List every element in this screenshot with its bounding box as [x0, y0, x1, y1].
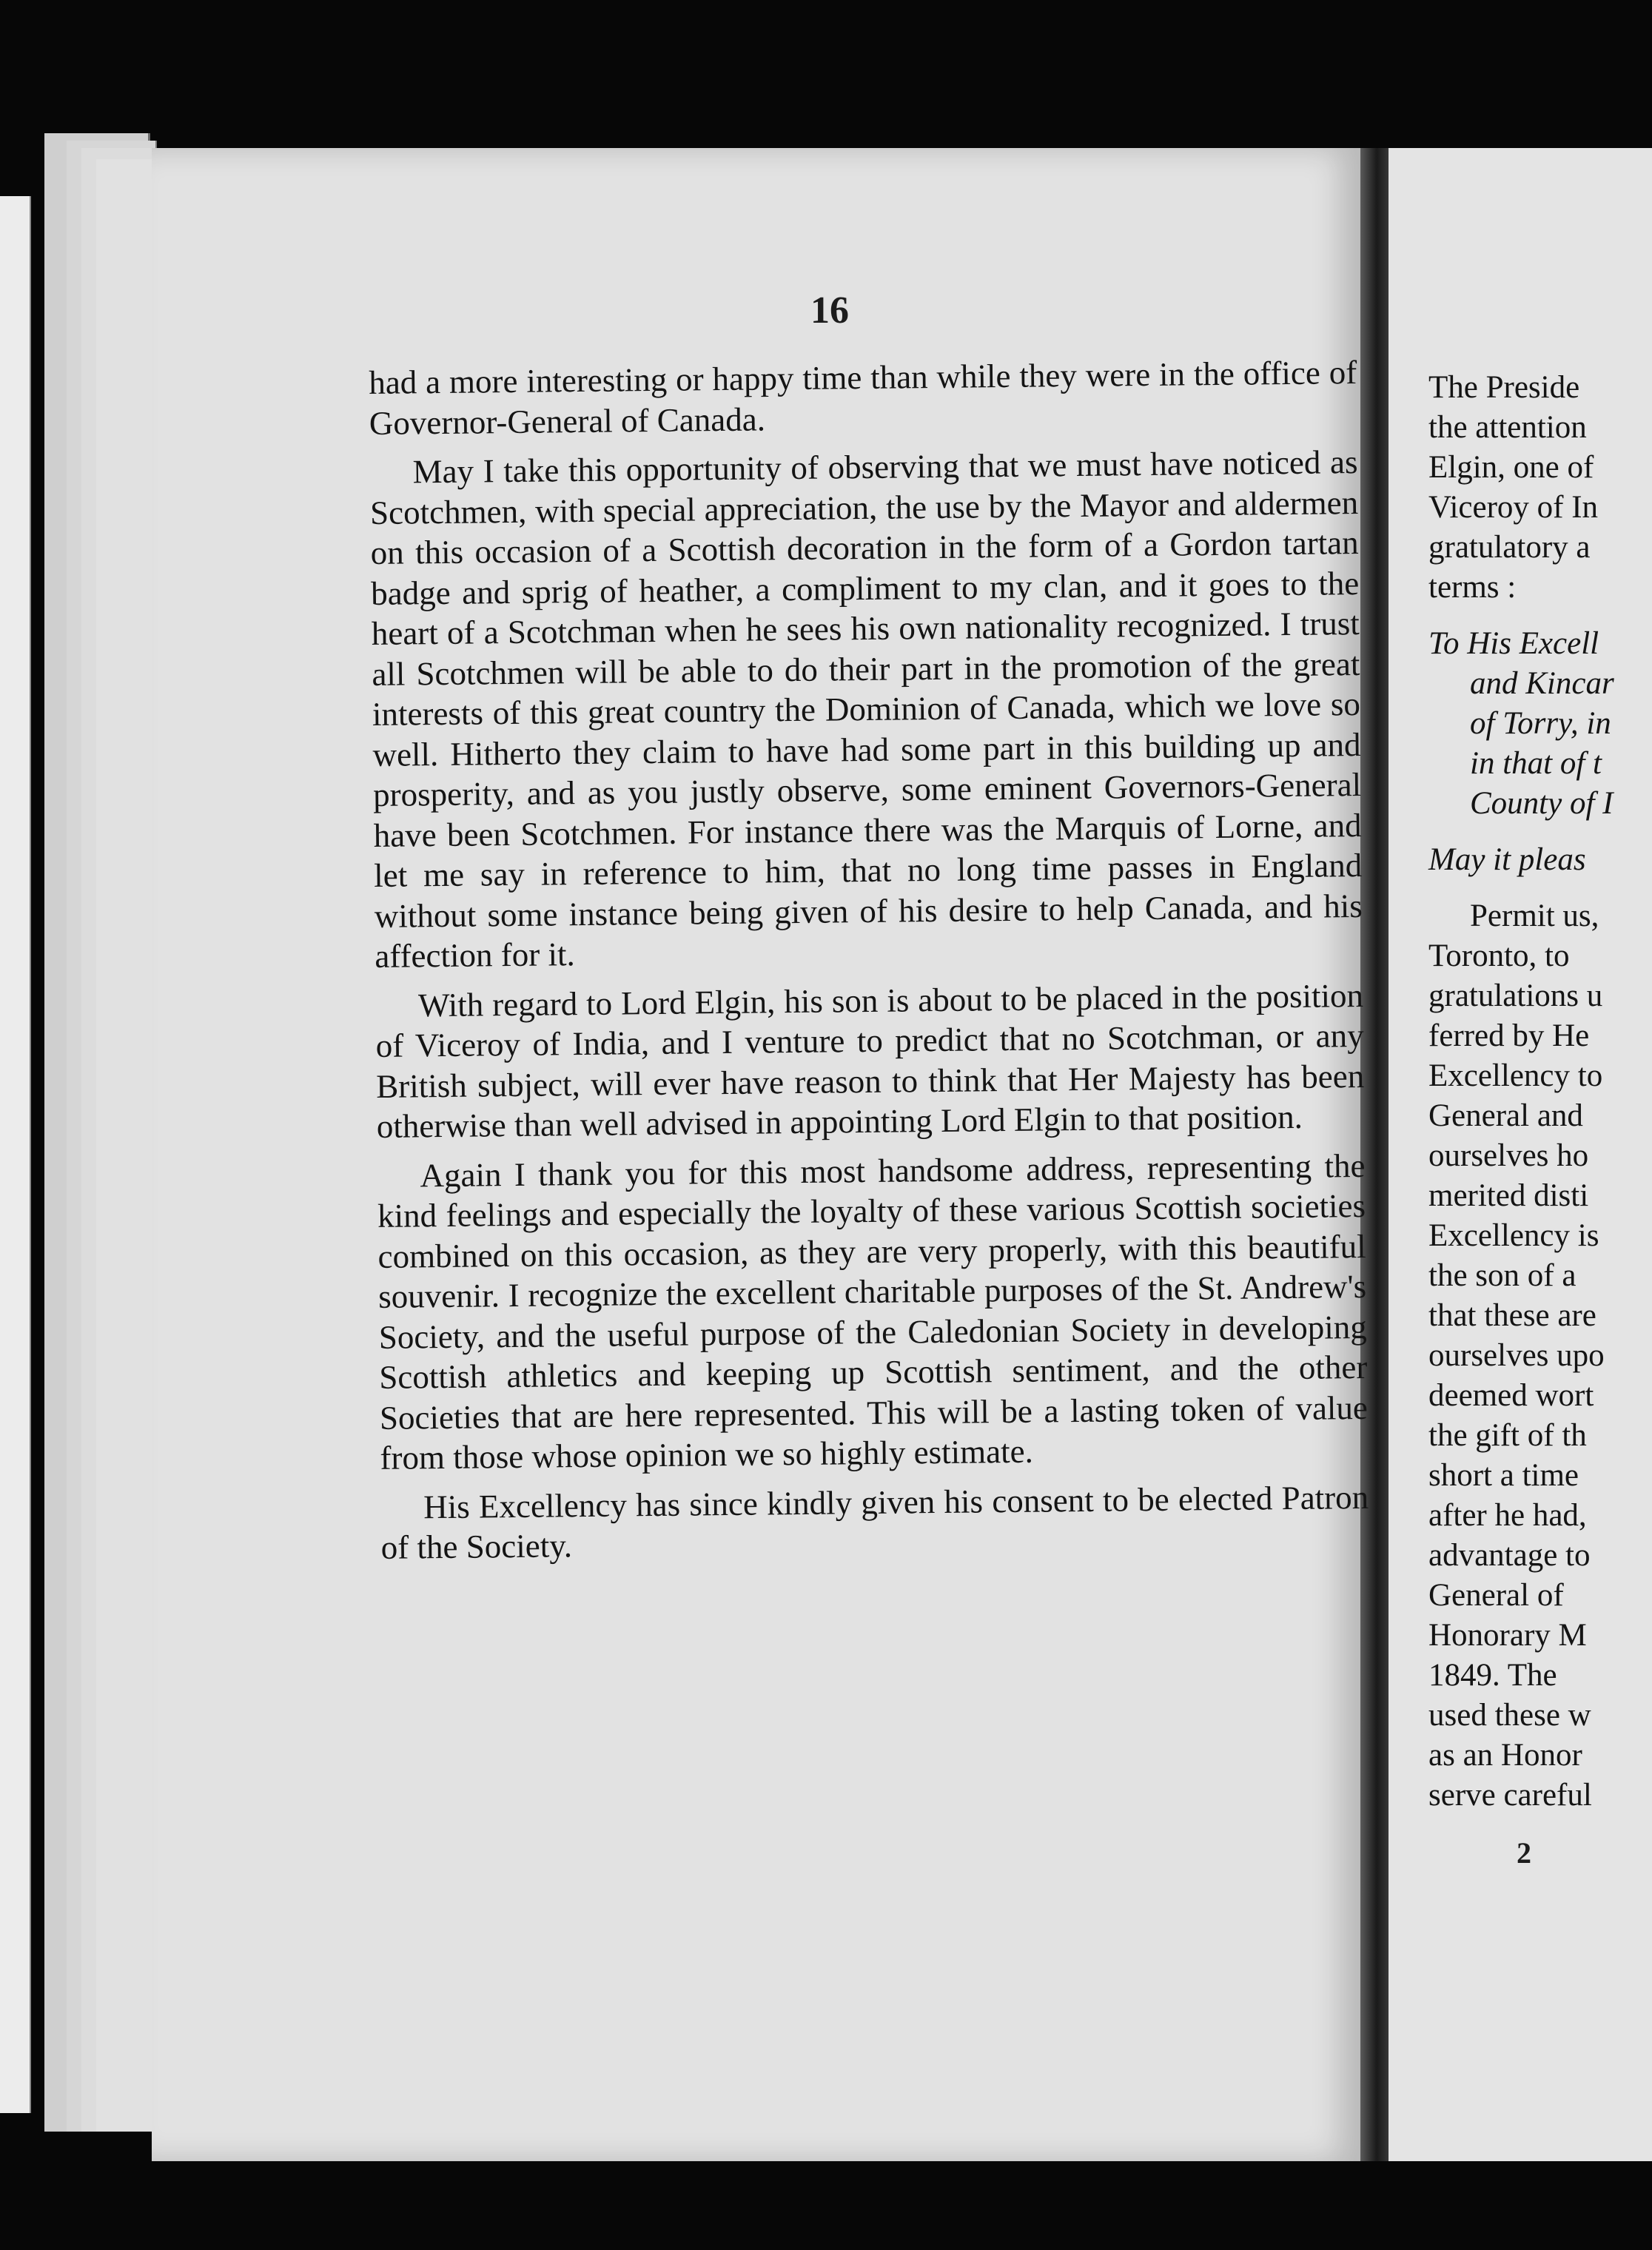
right-page	[1389, 148, 1652, 2161]
right-line: advantage to	[1428, 1538, 1591, 1573]
paragraph: had a more interesting or happy time than while they were in the office of Governor-General of Canada.	[369, 354, 1357, 442]
right-line: County of I	[1470, 786, 1614, 821]
right-line: serve careful	[1428, 1778, 1592, 1813]
right-line: and Kincar	[1470, 666, 1614, 701]
right-line: Elgin, one of	[1428, 450, 1594, 485]
paragraph: May I take this opportunity of observing that we must have noticed as Scotchmen, with special appreciation, the use by the Mayor and aldermen on this occasion of a Scottish decoration in the form of a Gordon tartan badge and sprig of heather, a compliment to my clan, and it goes to the heart of a Scotchman when he sees his own nationality recognized. I trust all Scotchmen will be able to do their part in the promotion of the great interests of this great country the Dominion of Canada, which we love so well. Hitherto they claim to have had some part in this building up and prosperity, and as you justly observe, some eminent Governors-General have been Scotchmen. For instance there was the Marquis of Lorne, and let me say in reference to him, that no long time passes in England without some instance being given of his desire to help Canada, and his affection for it.	[369, 443, 1363, 975]
right-line: Toronto, to	[1428, 938, 1570, 973]
right-line: in that of t	[1470, 746, 1602, 781]
right-line: the gift of th	[1428, 1418, 1587, 1453]
right-line: General of	[1428, 1578, 1564, 1613]
right-line: The Preside	[1428, 370, 1580, 405]
right-line: the son of a	[1428, 1258, 1577, 1293]
right-line: May it pleas	[1428, 842, 1586, 877]
right-line: terms :	[1428, 570, 1517, 605]
right-line: deemed wort	[1428, 1378, 1594, 1413]
right-line: that these are	[1428, 1298, 1596, 1333]
paragraph: His Excellency has since kindly given his consent to be elected Patron of the Society.	[380, 1478, 1369, 1566]
right-line: Excellency is	[1428, 1218, 1599, 1253]
paragraph: Again I thank you for this most handsome address, representing the kind feelings and especially the loyalty of these various Scottish societies combined on this occasion, as they are very properly, with this beautiful souvenir. I recognize the excellent charitable purposes of the St. Andrew's Society, and the useful purpose of the Caledonian Society in developing Scottish athletics and keeping up Scottish sentiment, and the other Societies that are here represented. This will be a lasting token of value from those whose opinion we so highly estimate.	[377, 1146, 1369, 1477]
right-line: Honorary M	[1428, 1618, 1587, 1653]
right-line: ourselves upo	[1428, 1338, 1605, 1373]
right-line: merited disti	[1428, 1178, 1589, 1213]
left-page-text	[369, 352, 1369, 1576]
right-line: Viceroy of In	[1428, 490, 1599, 525]
page-edge	[0, 196, 31, 2113]
right-line: Excellency to	[1428, 1058, 1603, 1093]
right-line: used these w	[1428, 1698, 1591, 1733]
right-line: General and	[1428, 1098, 1583, 1133]
page-number: 16	[810, 289, 849, 332]
right-line: the attention	[1428, 410, 1587, 445]
right-line: ourselves ho	[1428, 1138, 1589, 1173]
right-page-number: 2	[1517, 1836, 1531, 1870]
right-line: 1849. The	[1428, 1658, 1557, 1693]
right-line: Permit us,	[1470, 899, 1599, 933]
right-page-text	[1428, 368, 1652, 1816]
right-line: gratulations u	[1428, 978, 1603, 1013]
right-line: as an Honor	[1428, 1738, 1582, 1773]
right-line: after he had,	[1428, 1498, 1587, 1533]
right-line: of Torry, in	[1470, 706, 1611, 741]
paragraph: With regard to Lord Elgin, his son is about to be placed in the position of Viceroy of India, and I venture to predict that no Scotchman, or any British subject, will ever have reason to think that Her Majesty has been otherwise than well advised in appointing Lord Elgin to that position.	[375, 976, 1365, 1145]
right-line: gratulatory a	[1428, 530, 1591, 565]
right-line: short a time	[1428, 1458, 1579, 1493]
right-line: To His Excell	[1428, 626, 1599, 661]
right-line: ferred by He	[1428, 1018, 1590, 1053]
